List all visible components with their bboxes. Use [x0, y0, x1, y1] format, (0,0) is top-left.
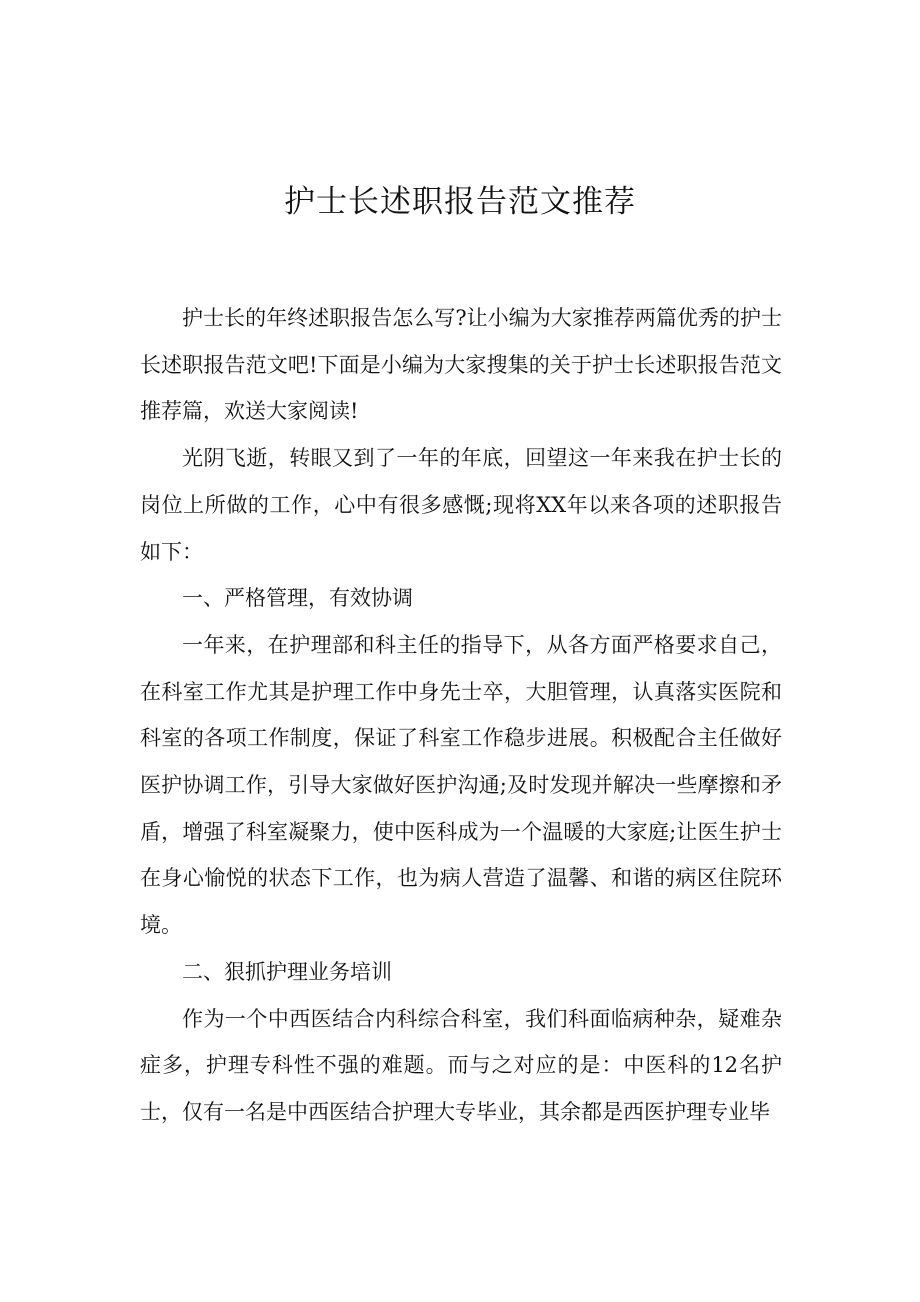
section-2-paragraph: 作为一个中西医结合内科综合科室，我们科面临病种杂，疑难杂症多，护理专科性不强的难题。而与之对应的是：中医科的12名护士，仅有一名是中西医结合护理大专毕业，其余都是西医护理专业毕 — [140, 1006, 782, 1124]
document-body — [140, 295, 782, 1136]
opening-paragraph: 光阴飞逝，转眼又到了一年的年底，回望这一年来我在护士长的岗位上所做的工作，心中有很多感慨;现将XX年以来各项的述职报告如下： — [140, 446, 782, 564]
document-title: 护士长述职报告范文推荐 — [284, 184, 636, 220]
section-1-paragraph: 一年来，在护理部和科主任的指导下，从各方面严格要求自己，在科室工作尤其是护理工作中身先士卒，大胆管理，认真落实医院和科室的各项工作制度，保证了科室工作稳步进展。积极配合主任做好医护协调工作，引导大家做好医护沟通;及时发现并解决一些摩擦和矛盾，增强了科室凝聚力，使中医科成为一个温暖的大家庭;让医生护士在身心愉悦的状态下工作，也为病人营造了温馨、和谐的病区住院环境。 — [140, 632, 782, 938]
section-heading-2: 二、狠抓护理业务培训 — [182, 959, 392, 984]
intro-paragraph: 护士长的年终述职报告怎么写?让小编为大家推荐两篇优秀的护士长述职报告范文吧!下面是小编为大家搜集的关于护士长述职报告范文推荐篇，欢送大家阅读! — [140, 306, 782, 424]
section-heading-1: 一、严格管理，有效协调 — [182, 586, 413, 611]
